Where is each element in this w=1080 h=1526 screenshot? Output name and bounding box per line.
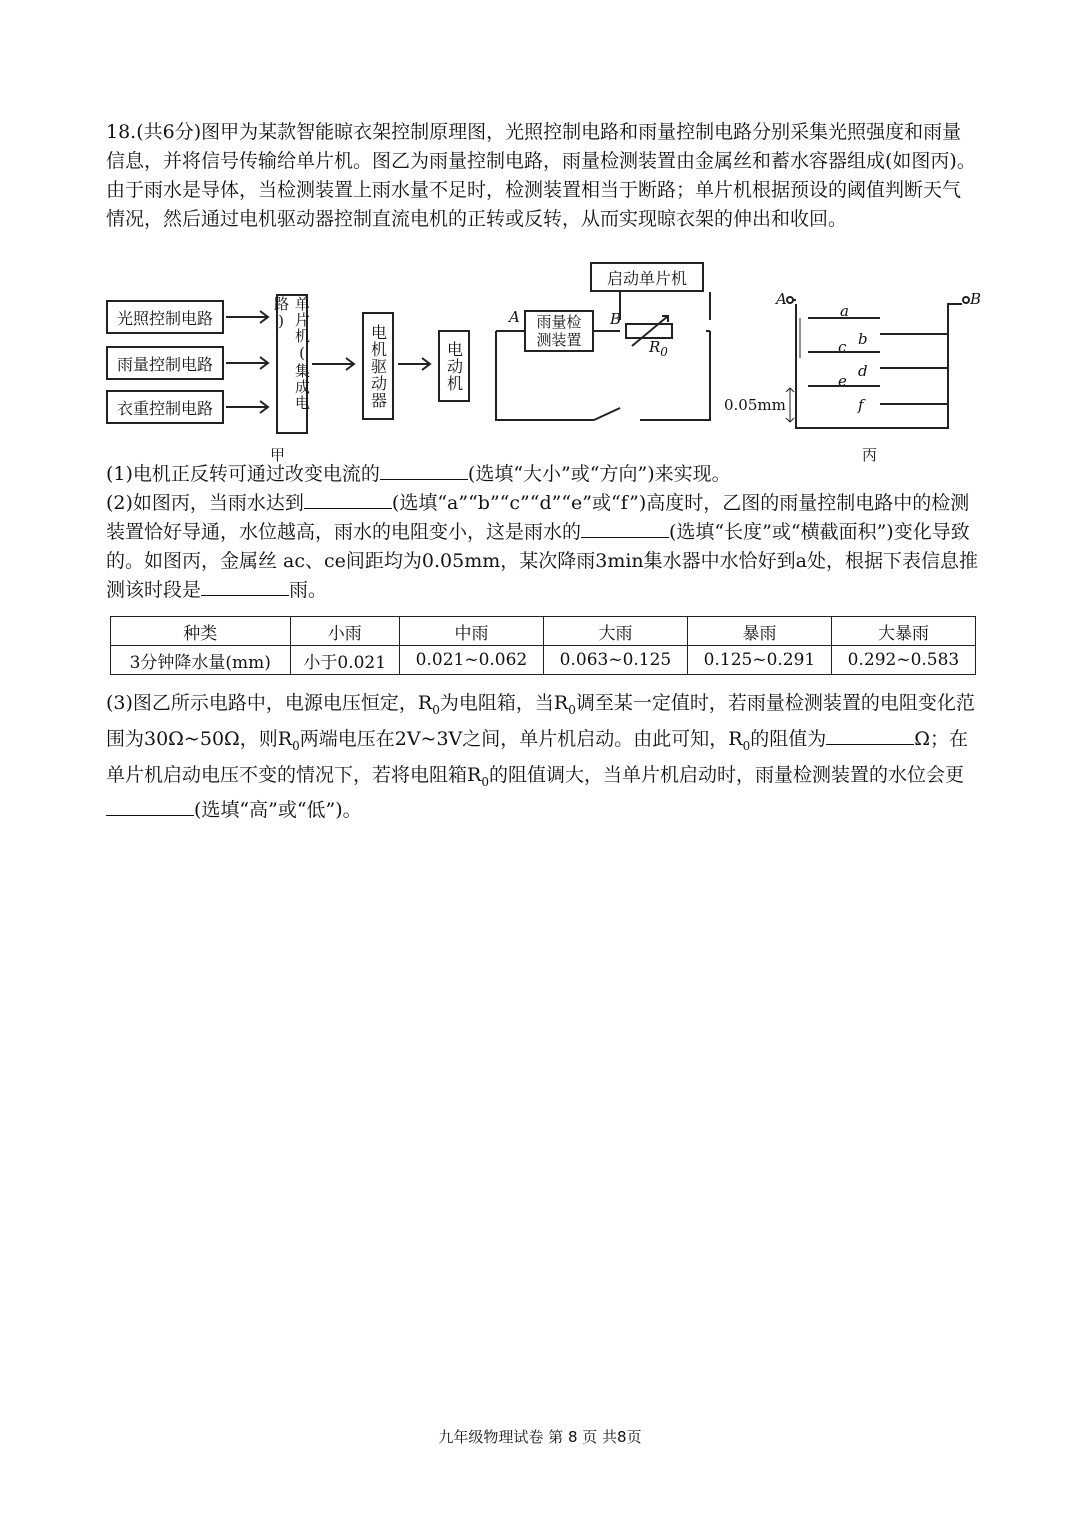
arrow-5 (398, 358, 430, 370)
spacing-label: 0.05mm (724, 396, 786, 414)
answer-blank-1[interactable] (380, 461, 468, 480)
answer-blank-4[interactable] (201, 577, 289, 596)
r0-label: $R_0$ (649, 338, 668, 359)
answer-blank-5[interactable] (826, 726, 914, 745)
fig-bing-label: 丙 (862, 446, 878, 464)
container (796, 304, 962, 428)
driver-box: 电机驱动器 (362, 312, 394, 420)
answer-blank-2[interactable] (304, 490, 392, 509)
light-control-box: 光照控制电路 (106, 300, 224, 334)
answer-blank-3[interactable] (581, 519, 669, 538)
yi-point-a: A (509, 308, 520, 326)
answer-blank-6[interactable] (106, 797, 194, 816)
weight-control-box: 衣重控制电路 (106, 390, 224, 424)
level-c: c (838, 338, 847, 356)
circuit-wire (496, 331, 710, 420)
rain-control-box: 雨量控制电路 (106, 346, 224, 380)
left-wires (808, 318, 880, 386)
question-2: (2)如图丙，当雨水达到 (选填“a”“b”“c”“d”“e”或“f”)高度时，乙图的雨量控制电路中的检测装置恰好导通，水位越高，雨水的电阻变小，这是雨水的 (选填“长度”或“横截面积”)变化导致的。如图丙，金属丝 ac、ce间距均为0.05mm，某次降雨3min集水器中水恰好到a处，根据下表信息推测该时段是 雨。 (106, 492, 978, 601)
level-e: e (838, 372, 847, 390)
arrow-1 (226, 311, 268, 323)
figures (100, 258, 1000, 463)
table-row: 3分钟降水量(mm) 小于0.021 0.021~0.062 0.063~0.125 0.125~0.291 0.292~0.583 (111, 646, 976, 675)
level-b: b (858, 330, 868, 348)
bing-point-b: B (970, 290, 982, 308)
question-3: (3)图乙所示电路中，电源电压恒定，$R_0$为电阻箱，当$R_0$调至某一定值时，若雨量检测装置的电阻变化范围为30Ω~50Ω，则$R_0$两端电压在2V~3V之间，单片机启动。由此可知，$R_0$的阻值为 Ω；在单片机启动电压不变的情况下，若将电阻箱$R_0$的阻值调大，当单片机启动时，雨量检测装置的水位会更(选填“高”或“低”)。 (106, 692, 975, 822)
question-intro: 18.(共6分)图甲为某款智能晾衣架控制原理图，光照控制电路和雨量控制电路分别采集光照强度和雨量信息，并将信号传输给单片机。图乙为雨量控制电路，雨量检测装置由金属丝和蓄水容器组成(如图丙)。由于雨水是导体，当检测装置上雨水量不足时，检测装置相当于断路；单片机根据预设的阈值判断天气情况，然后通过电机驱动器控制直流电机的正转或反转，从而实现晾衣架的伸出和收回。 (106, 121, 976, 230)
question-1: (1)电机正反转可通过改变电流的 (选填“大小”或“方向”)来实现。 (106, 463, 731, 485)
spacing-arrow (786, 388, 794, 422)
r0-arrow (632, 316, 668, 346)
rain-detector-box: 雨量检测装置 (524, 310, 594, 352)
figure-lines (100, 258, 1000, 463)
level-f: f (858, 396, 864, 414)
mcu-box: 单片机(集成电路) (276, 294, 308, 434)
arrow-2 (226, 357, 268, 369)
switch (594, 408, 620, 420)
right-wires (880, 334, 948, 404)
motor-box: 电动机 (438, 330, 470, 402)
table-header-row: 种类 小雨 中雨 大雨 暴雨 大暴雨 (111, 617, 976, 646)
page-footer: 九年级物理试卷 第 8 页 共8页 (438, 1428, 642, 1446)
start-mcu-box: 启动单片机 (590, 262, 704, 292)
fig-jia-label: 甲 (270, 446, 286, 464)
yi-point-b: B (610, 310, 622, 328)
bing-point-a: A (776, 290, 787, 308)
level-a: a (840, 302, 849, 320)
arrow-4 (312, 358, 354, 370)
arrow-3 (226, 401, 268, 413)
level-d: d (858, 362, 868, 380)
rainfall-table (110, 616, 976, 675)
